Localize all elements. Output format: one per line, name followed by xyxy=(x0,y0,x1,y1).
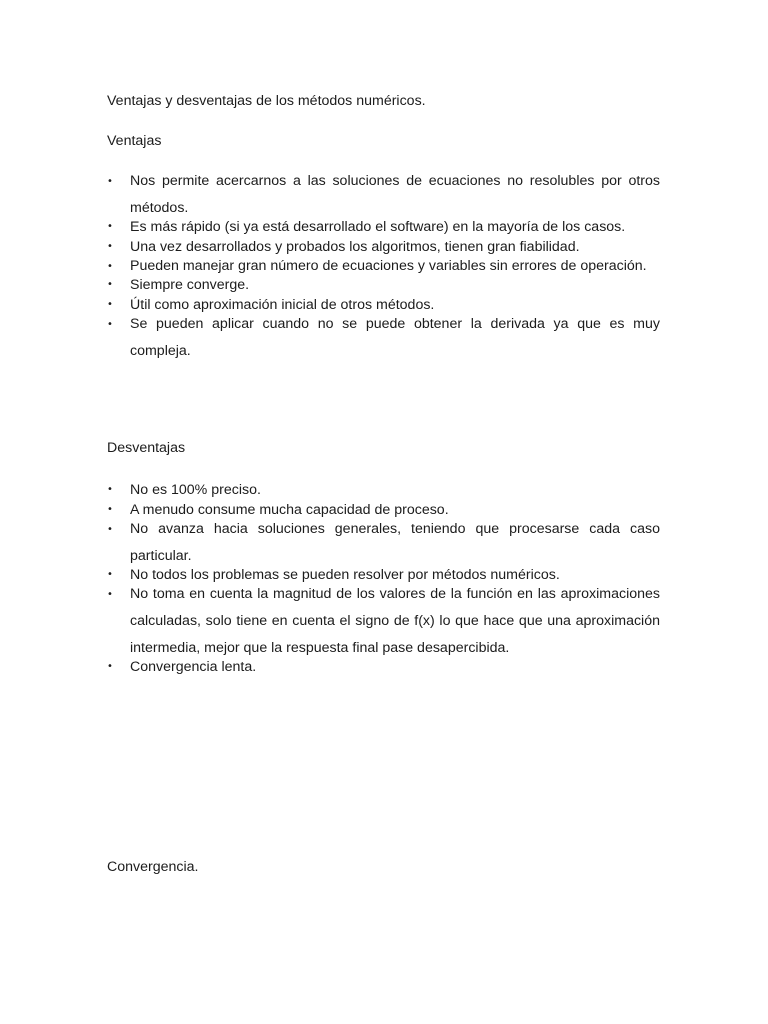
list-item: • Es más rápido (si ya está desarrollado el software) en la mayoría de los casos. xyxy=(107,219,626,235)
list-item: • No avanza hacia soluciones generales, teniendo que procesarse cada caso particular. xyxy=(107,516,660,570)
list-item: • No todos los problemas se pueden resolver por métodos numéricos. xyxy=(107,567,560,583)
list-item: • No toma en cuenta la magnitud de los valores de la función en las aproximaciones calculadas, solo tiene en cuenta el signo de f(x) lo que hace que una aproximación intermedia, mejor que la respuesta final pase desapercibida. xyxy=(107,581,660,662)
advantages-heading: Ventajas xyxy=(107,133,162,149)
bullet-icon: • xyxy=(107,504,113,515)
list-item: • Se pueden aplicar cuando no se puede obtener la derivada ya que es muy compleja. xyxy=(107,311,660,365)
bullet-icon: • xyxy=(107,523,113,535)
bullet-icon: • xyxy=(107,221,113,232)
bullet-icon: • xyxy=(107,260,113,272)
bullet-icon: • xyxy=(107,661,113,672)
bullet-icon: • xyxy=(107,569,113,580)
list-item: • A menudo consume mucha capacidad de proceso. xyxy=(107,502,449,518)
bullet-icon: • xyxy=(107,484,113,495)
list-item: • Útil como aproximación inicial de otros métodos. xyxy=(107,297,435,313)
list-item: • Una vez desarrollados y probados los algoritmos, tienen gran fiabilidad. xyxy=(107,239,580,255)
list-item: • Pueden manejar gran número de ecuaciones y variables sin errores de operación. xyxy=(107,253,660,280)
list-item: • Convergencia lenta. xyxy=(107,659,257,675)
advantages-list xyxy=(107,172,660,360)
convergence-heading: Convergencia. xyxy=(107,859,199,875)
list-item: • No es 100% preciso. xyxy=(107,482,261,498)
bullet-icon: • xyxy=(107,318,113,330)
disadvantages-list xyxy=(107,480,660,677)
document-title: Ventajas y desventajas de los métodos numéricos. xyxy=(107,93,426,109)
bullet-icon: • xyxy=(107,588,113,600)
bullet-icon: • xyxy=(107,299,113,310)
list-item: • Siempre converge. xyxy=(107,277,250,293)
disadvantages-heading: Desventajas xyxy=(107,440,186,456)
bullet-icon: • xyxy=(107,241,113,252)
bullet-icon: • xyxy=(107,175,113,187)
bullet-icon: • xyxy=(107,279,113,290)
list-item: • Nos permite acercarnos a las soluciones de ecuaciones no resolubles por otros métodos. xyxy=(107,168,660,222)
